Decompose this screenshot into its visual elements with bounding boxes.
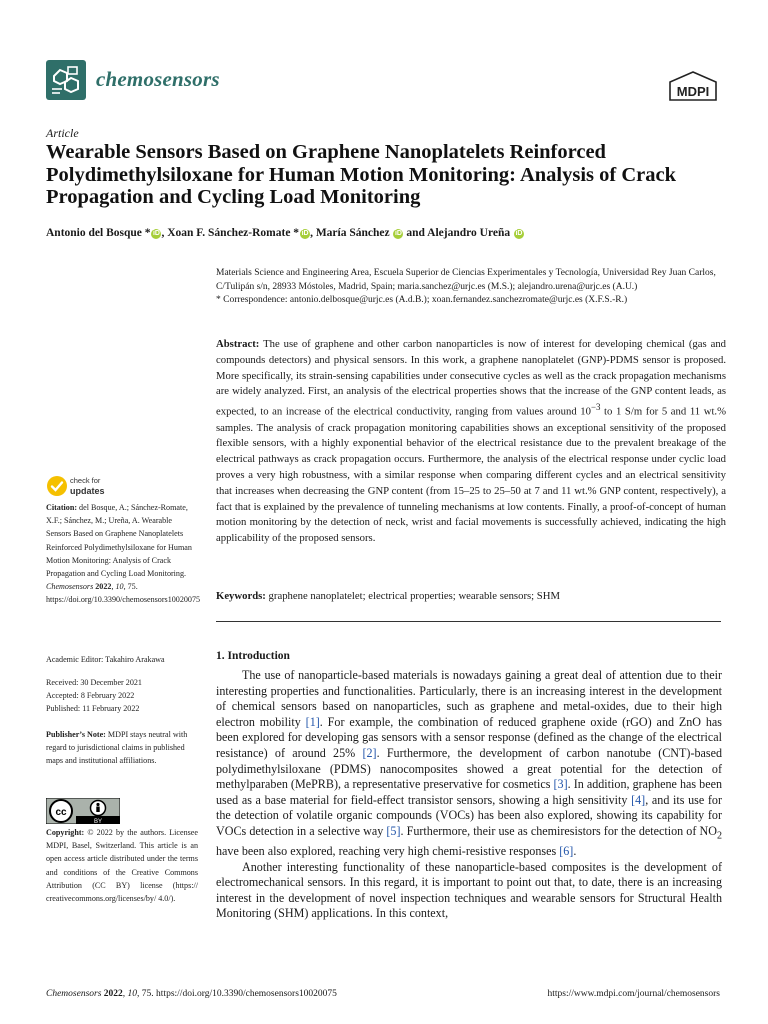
paragraph: The use of nanoparticle-based materials is nowadays gaining a great deal of attention due to their interesting properties and functionalities. Particularly, there is an increasing interest in the development of chemical sensors based on nanoparticles, such as graphene and metal-oxides, due to their high electron mobility [1]. For example, the combination of reduced graphene oxide (rGO) and ZnO has been explored for developing gas sensors with a sensor response (defined as the change of the electrical resistance) of around 25% [2]. Furthermore, the development of carbon nanotube (CNT)-based polydimethylsiloxane (PDMS) nanocomposites showed a great potential for the detection of methylparaben (MePRB), a representative preservative for cosmetics [3]. In addition, graphene has been used as a base material for field-effect transistor sensors, showing a high sensitivity [4], and its use for the detection of volatile organic compounds (VOCs) has been also explored, showing its capability for VOCs detection in a selective way [5]. Furthermore, their use as chemiresistors for the detection of $NO_2$ have been also explored, reaching very high chemi-resistive responses [6].: [216, 668, 723, 858]
check-updates-icon: [46, 475, 68, 497]
keywords-label: Keywords:: [216, 590, 266, 602]
reference-link[interactable]: [4]: [631, 792, 646, 807]
section-heading: 1. Introduction: [216, 650, 290, 662]
keywords-list: graphene nanoplatelet; electrical properties; wearable sensors; SHM: [268, 590, 560, 602]
reference-link[interactable]: [6]: [559, 843, 574, 858]
article-dates: [46, 676, 198, 716]
copyright-notice: Copyright: © 2022 by the authors. Licensee MDPI, Basel, Switzerland. This article is an open access article distributed under the terms and conditions of the Creative Commons Attribution (CC BY) license (https:// creativecommons.org/licenses/by/ 4.0/).: [46, 828, 198, 904]
article-title: Wearable Sensors Based on Graphene Nanoplatelets Reinforced Polydimethylsiloxane for Human Motion Monitoring: Analysis of Crack Propagation and Cycling Load Monitoring: [46, 141, 677, 208]
reference-link[interactable]: [5]: [386, 823, 401, 838]
publishers-note: Publisher’s Note: MDPI stays neutral with regard to jurisdictional claims in published maps and institutional affiliations.: [46, 730, 188, 766]
reference-link[interactable]: [3]: [553, 777, 568, 792]
author-list: Antonio del Bosque * iD , Xoan F. Sánchez-Romate * iD , María Sánchez iD and Alejandro Ureña iD: [46, 227, 523, 239]
author-name[interactable]: Alejandro Ureña: [427, 227, 511, 239]
mdpi-logo-icon: [666, 70, 720, 106]
paragraph: Another interesting functionality of these nanoparticle-based composites is the development of electromechanical sensors. In this regard, it is important to point out that, to date, there is an increasing interest in the development of novel inspection techniques and wearable sensors for Structural Health Monitoring (SHM) applications. In this context,: [216, 859, 722, 921]
journal-url-link[interactable]: https://www.mdpi.com/journal/chemosensors: [547, 989, 720, 999]
footer-citation: Chemosensors 2022, 10, 75. https://doi.org/10.3390/chemosensors10020075: [46, 989, 337, 999]
orcid-icon[interactable]: iD: [152, 230, 160, 237]
publisher-name: MDPI: [676, 84, 710, 99]
reference-link[interactable]: [1]: [305, 714, 320, 729]
citation: Citation: del Bosque, A.; Sánchez-Romate, X.F.; Sánchez, M.; Ureña, A. Wearable Sensors Based on Graphene Nanoplatelets Reinforced Polydimethylsiloxane for Human Motion Monitoring: Analysis of Crack Propagation and Cycling Load Monitoring. Chemosensors 2022, 10, 75. https://doi.org/10.3390/chemosensors10020075: [46, 503, 201, 605]
affiliations: [216, 267, 726, 308]
accepted-date: Accepted: 8 February 2022: [46, 691, 135, 701]
orcid-icon[interactable]: iD: [394, 230, 402, 237]
author-name[interactable]: María Sánchez: [315, 227, 390, 239]
svg-text:cc: cc: [55, 807, 67, 818]
keywords: [216, 590, 726, 602]
published-date: Published: 11 February 2022: [46, 704, 140, 714]
abstract: Abstract: The use of graphene and other carbon nanoparticles is now of interest for developing chemical (gas and compounds detectors) and physical sensors. In this work, a graphene nanoplatelet (GNP)-PDMS sensor is proposed. More specifically, its strain-sensing capabilities under consecutive cycles as well as the crack propagation mechanisms are widely analyzed. First, an analysis of the electrical properties shows that the increase of the GNP content leads, as expected, to an increase of the electrical conductivity, ranging from values around $10^{-3}$ to 1 S/m for 5 and 11 wt.% samples. The analysis of crack propagation monitoring capabilities shows an exceptional sensitivity of the proposed flexible sensors, with a highly exponential behavior of the electrical resistance due to the prevalent breakage of the electrical pathways as crack propagation occurs. Furthermore, the analysis of the electrical response under cyclic load proves a very high robustness, with a similar response when comparing different cycles and an electrical sensitivity that increases when decreasing the GNP content (from 15–25 to 25–50 at 7 and 11 wt.% GNP content, respectively), a fact that is explained by the prevalence of tunneling mechanisms at low contents. Finally, a proof-of-concept of human motion monitoring by the detection of neck, wrist and facial movements is successfully achieved, indicating the high applicability of the proposed sensors.: [216, 338, 727, 545]
orcid-icon[interactable]: iD: [515, 230, 523, 237]
academic-editor: Academic Editor: Takahiro Arakawa: [46, 655, 165, 664]
divider: [216, 621, 721, 622]
received-date: Received: 30 December 2021: [46, 678, 142, 687]
cc-by-license-icon[interactable]: [46, 798, 120, 824]
svg-text:BY: BY: [93, 819, 103, 824]
journal-logo-icon: [46, 60, 86, 100]
reference-link[interactable]: [2]: [362, 745, 377, 760]
abstract-label: Abstract:: [216, 338, 260, 350]
journal-name: chemosensors: [96, 67, 220, 91]
article-type: Article: [46, 126, 79, 140]
orcid-icon[interactable]: iD: [301, 230, 309, 237]
check-for-updates-button[interactable]: check for updates: [46, 475, 166, 499]
author-name[interactable]: Xoan F. Sánchez-Romate *: [167, 227, 300, 239]
author-name[interactable]: Antonio del Bosque *: [46, 227, 151, 239]
doi-link[interactable]: , 75. https://doi.org/10.3390/chemosensors10020075: [46, 582, 201, 605]
introduction-body: [216, 668, 722, 922]
correspondence-text: * Correspondence: antonio.delbosque@urjc.es (A.d.B.); xoan.fernandez.sanchezromate@urjc.es (X.F.S.-R.): [216, 295, 628, 305]
affiliation-text: Materials Science and Engineering Area, Escuela Superior de Ciencias Experimentales y Tecnología, Universidad Rey Juan Carlos, C/Tulipán s/n, 28933 Móstoles, Madrid, Spain; maria.sanchez@urjc.es (M.S.); alejandro.urena@urjc.es (A.U.): [216, 268, 716, 292]
